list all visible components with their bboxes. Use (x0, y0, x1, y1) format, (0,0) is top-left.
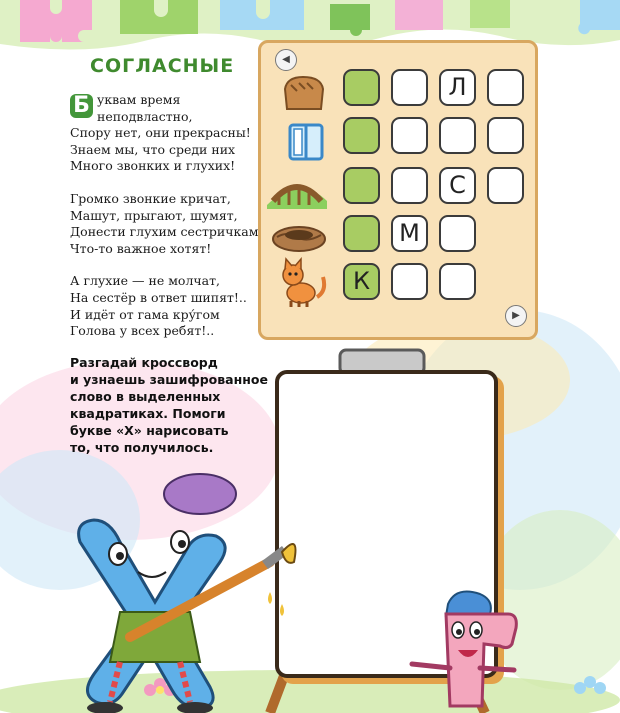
poem-line: уквам время (97, 92, 181, 107)
drop-cap: Б (70, 94, 93, 118)
poem-line: Много звонких и глухих! (70, 158, 236, 174)
crossword-cell[interactable] (343, 167, 380, 204)
crossword-cell[interactable] (439, 117, 476, 154)
poem (70, 92, 275, 340)
crossword-cell[interactable] (487, 69, 524, 106)
crossword-cell[interactable] (391, 263, 428, 300)
letter-g-character (392, 588, 522, 713)
crossword-cell[interactable] (439, 215, 476, 252)
poem-line: Спору нет, они прекрасны! (70, 125, 251, 141)
crossword-board (258, 40, 538, 340)
window-icon (288, 123, 324, 161)
crossword-cell[interactable] (487, 167, 524, 204)
crossword-cell[interactable] (391, 167, 428, 204)
poem-line: Знаем мы, что среди них (70, 141, 236, 157)
cat-icon (277, 257, 329, 309)
crossword-cell[interactable]: Л (439, 69, 476, 106)
paint-drops (262, 588, 292, 624)
prev-arrow-icon[interactable]: ◀ (275, 49, 297, 71)
next-arrow-icon[interactable]: ▶ (505, 305, 527, 327)
task-line: букве «Х» нарисовать (70, 423, 229, 438)
crossword-cell[interactable]: М (391, 215, 428, 252)
task-text (70, 354, 270, 456)
bread-loaf-icon (281, 73, 327, 113)
cap-icon (446, 592, 491, 616)
task-line: Разгадай кроссворд (70, 355, 218, 370)
crossword-cell[interactable] (343, 69, 380, 106)
crossword-cell[interactable] (391, 117, 428, 154)
task-line: квадратиках. Помоги (70, 406, 226, 421)
poem-line: На сестёр в ответ шипят!.. (70, 289, 247, 305)
beret-icon (164, 474, 236, 514)
task-line: слово в выделенных (70, 389, 221, 404)
crossword-cell[interactable]: С (439, 167, 476, 204)
task-line: и узнаешь зашифрованное (70, 372, 268, 387)
poem-line: неподвластно, (97, 108, 193, 124)
page-title: СОГЛАСНЫЕ (90, 55, 235, 77)
poem-line: Громко звонкие кричат, (70, 190, 231, 206)
task-line: то, что получилось. (70, 440, 214, 455)
poem-line: А глухие — не молчат, (70, 273, 221, 289)
poem-line: Голова у всех ребят!.. (70, 323, 215, 339)
crossword-cell[interactable] (439, 263, 476, 300)
nest-icon (271, 219, 327, 253)
poem-line: Донести глухим сестричкам (70, 224, 259, 240)
bridge-icon (265, 171, 329, 211)
poem-line: Машут, прыгают, шумят, (70, 207, 238, 223)
crossword-cell[interactable] (343, 117, 380, 154)
crossword-cell[interactable] (343, 215, 380, 252)
crossword-cell[interactable]: К (343, 263, 380, 300)
poem-line: И идёт от гама кру́гом (70, 306, 220, 322)
crossword-cell[interactable] (487, 117, 524, 154)
crossword-cell[interactable] (391, 69, 428, 106)
poem-line: Что-то важное хотят! (70, 240, 212, 256)
